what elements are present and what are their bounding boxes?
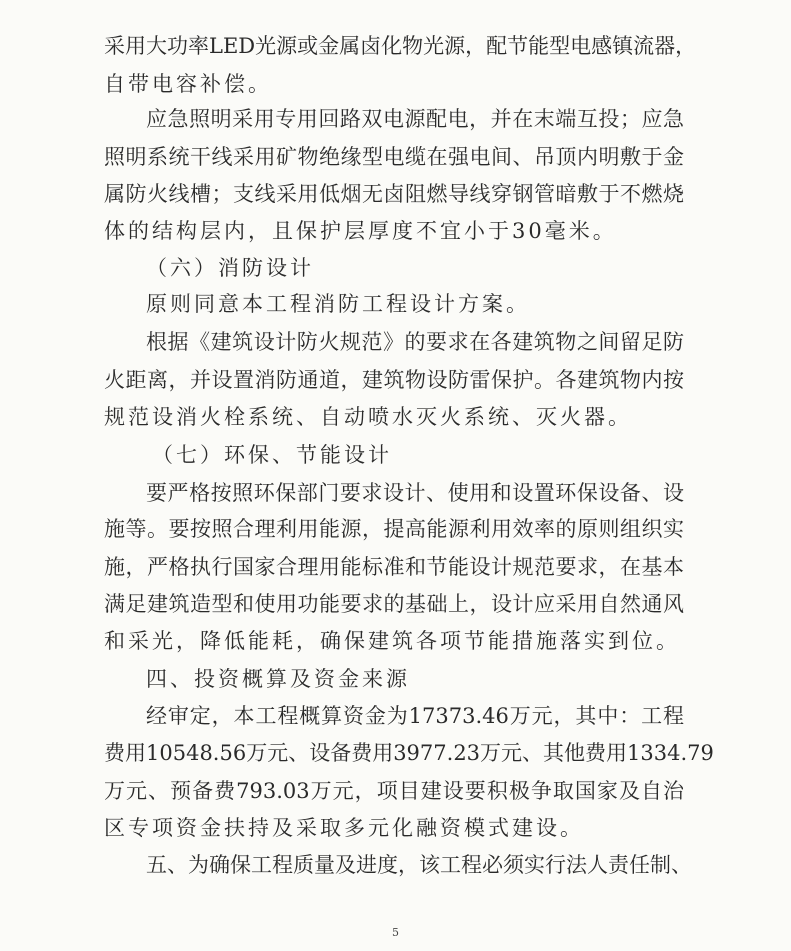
page-number: 5 (392, 926, 399, 939)
body-text-line: 采用大功率LED光源或金属卤化物光源，配节能型电感镇流器， (104, 34, 697, 58)
body-text-line: 体的结构层内，且保护层厚度不宜小于30毫米。 (104, 219, 617, 243)
body-text-line: 规范设消火栓系统、自动喷水灭火系统、灭火器。 (104, 405, 632, 429)
body-text-line: 应急照明采用专用回路双电源配电，并在末端互投；应急 (146, 107, 684, 131)
body-text-line: 五、为确保工程质量及进度，该工程必须实行法人责任制、 (146, 853, 692, 877)
body-text-line: 施等。要按照合理利用能源，提高能源利用效率的原则组织实 (104, 517, 684, 541)
body-text-line: 经审定，本工程概算资金为17373.46万元，其中：工程 (146, 704, 684, 728)
body-text-line: 火距离，并设置消防通道，建筑物设防雷保护。各建筑物内按 (104, 368, 684, 392)
section-heading: （六）消防设计 (146, 256, 314, 280)
body-text-line: 属防火线槽；支线采用低烟无卤阻燃导线穿钢管暗敷于不燃烧 (104, 182, 684, 206)
body-text-line: 和采光，降低能耗，确保建筑各项节能措施落实到位。 (104, 629, 680, 653)
body-text-line: 施，严格执行国家合理用能标准和节能设计规范要求，在基本 (104, 555, 684, 579)
body-text-line: 根据《建筑设计防火规范》的要求在各建筑物之间留足防 (146, 330, 684, 354)
body-text-line: 原则同意本工程消防工程设计方案。 (146, 292, 530, 316)
body-text-line: 照明系统干线采用矿物绝缘型电缆在强电间、吊顶内明敷于金 (104, 145, 684, 169)
body-text-line: 区专项资金扶持及采取多元化融资模式建设。 (104, 816, 584, 840)
section-heading: （七）环保、节能设计 (152, 443, 392, 467)
section-heading: 四、投资概算及资金来源 (146, 667, 410, 691)
body-text-line: 满足建筑造型和使用功能要求的基础上，设计应采用自然通风 (104, 592, 684, 616)
body-text-line: 自带电容补偿。 (104, 72, 272, 96)
body-text-line: 万元、预备费793.03万元，项目建设要积极争取国家及自治 (104, 779, 684, 803)
body-text-line: 要严格按照环保部门要求设计、使用和设置环保设备、设 (146, 481, 684, 505)
body-text-line: 费用10548.56万元、设备费用3977.23万元、其他费用1334.79 (104, 741, 714, 765)
